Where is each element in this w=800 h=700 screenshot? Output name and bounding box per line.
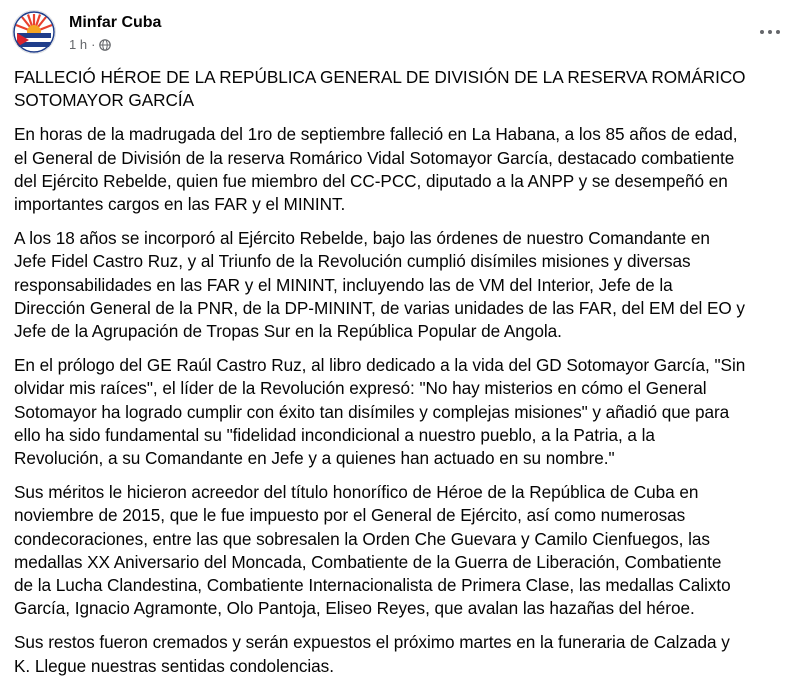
post-paragraph: Sus méritos le hicieron acreedor del título honorífico de Héroe de la República de Cuba en noviembre de 2015, que le fue impuesto por el General de Ejército, así como numerosas condecoraciones, entre las que sobresalen la Orden Che Guevara y Camilo Cienfuegos, las medallas XX Aniversario del Moncada, Combatiente de la Guerra de Liberación, Combatiente de la Lucha Clandestina, Combatiente Internacionalista de Primera Clase, las medallas Calixto García, Ignacio Agramonte, Olo Pantoja, Eliseo Reyes, que avalan las hazañas del héroe.: [14, 482, 731, 619]
more-options-icon-dot: [760, 30, 764, 34]
post-meta: [69, 37, 111, 52]
meta-separator: ·: [91, 37, 96, 52]
more-options-button[interactable]: [752, 18, 788, 46]
post-header: [12, 10, 788, 62]
globe-icon[interactable]: [99, 39, 111, 51]
post-title: FALLECIÓ HÉROE DE LA REPÚBLICA GENERAL DE DIVISIÓN DE LA RESERVA ROMÁRICO SOTOMAYOR GARCÍA: [14, 67, 746, 111]
minfar-logo-icon: [13, 11, 55, 53]
page-avatar[interactable]: [12, 10, 56, 54]
page-name-link[interactable]: Minfar Cuba: [69, 14, 162, 31]
post-paragraph: A los 18 años se incorporó al Ejército Rebelde, bajo las órdenes de nuestro Comandante en Jefe Fidel Castro Ruz, y al Triunfo de la Revolución cumplió disímiles misiones y diversas responsabilidades en las FAR y el MININT, incluyendo las de VM del Interior, Jefe de la Dirección General de la PNR, de la DP-MININT, de varias unidades de las FAR, del EM del EO y Jefe de la Agrupación de Tropas Sur en la República Popular de Angola.: [14, 228, 745, 342]
post-time-link[interactable]: 1 h: [69, 37, 88, 52]
post-paragraph: En el prólogo del GE Raúl Castro Ruz, al libro dedicado a la vida del GD Sotomayor García, "Sin olvidar mis raíces", el líder de la Revolución expresó: "No hay misterios en cómo el General Sotomayor ha logrado cumplir con éxito tan disímiles y complejas misiones" y añadió que para ello ha sido fundamental su "fidelidad incondicional a nuestro pueblo, a la Patria, a la Revolución, a su Comandante en Jefe y a quienes han actuado en su nombre.": [14, 355, 746, 469]
post-body: [14, 66, 790, 689]
post-paragraph: En horas de la madrugada del 1ro de septiembre falleció en La Habana, a los 85 años de edad, el General de División de la reserva Romárico Vidal Sotomayor García, destacado combatiente del Ejército Rebelde, quien fue miembro del CC-PCC, diputado a la ANPP y se desempeñó en importantes cargos en las FAR y el MININT.: [14, 124, 738, 215]
more-options-icon-dot: [768, 30, 772, 34]
more-options-icon-dot: [776, 30, 780, 34]
post-paragraph: Sus restos fueron cremados y serán expuestos el próximo martes en la funeraria de Calzada y K. Llegue nuestras sentidas condolencias.: [14, 632, 730, 676]
